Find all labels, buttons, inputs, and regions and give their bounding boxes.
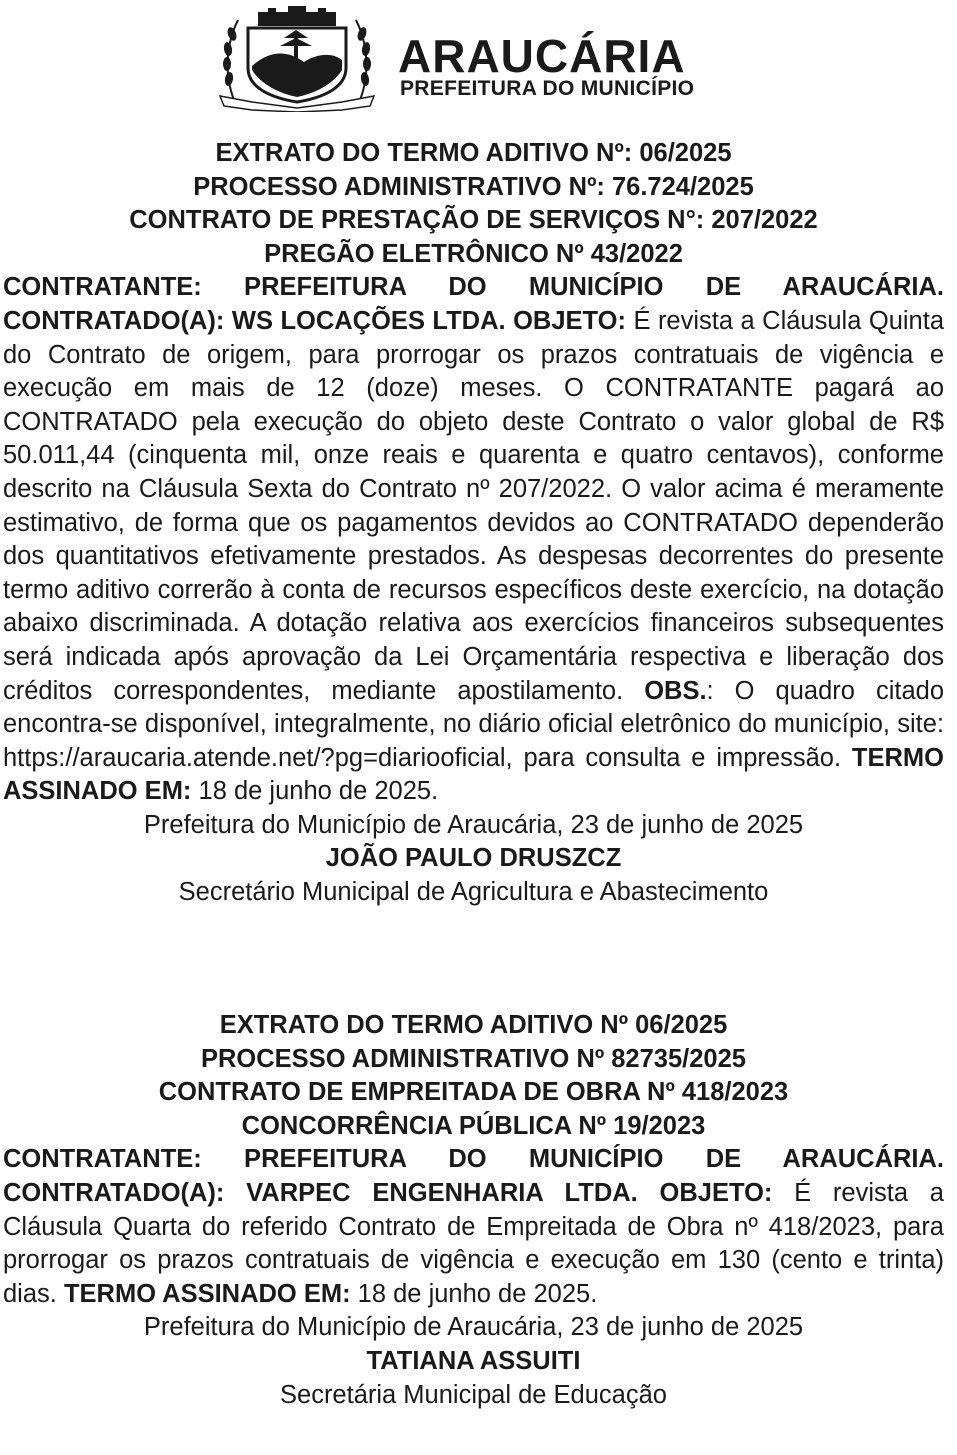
extract-2-body	[3, 1143, 944, 1177]
extract-2-title: EXTRATO DO TERMO ADITIVO Nº 06/2025	[219, 1011, 728, 1039]
extract-1-body	[3, 271, 944, 305]
extract-2-signer-name: TATIANA ASSUITI	[366, 1346, 581, 1375]
extract-1-process: PROCESSO ADMINISTRATIVO Nº: 76.724/2025	[193, 172, 754, 201]
extract-2-bid: CONCORRÊNCIA PÚBLICA Nº 19/2023	[241, 1111, 706, 1140]
extract-1-objeto-label: OBJETO:	[513, 306, 626, 335]
extract-1-contratante: CONTRATANTE: PREFEITURA DO MUNICÍPIO DE ARAUCÁRIA.	[3, 273, 944, 302]
extract-2-contract: CONTRATO DE EMPREITADA DE OBRA Nº 418/2023	[158, 1078, 789, 1107]
extract-2-contratado: CONTRATADO(A): VARPEC ENGENHARIA LTDA.	[3, 1178, 638, 1207]
extract-1-objeto-text: É revista a Cláusula Quinta do Contrato de origem, para prorrogar os prazos contratuais de vigência e execução em mais de 12 (doze) meses. O CONTRATANTE pagará ao CONTRATADO pela execução do objeto deste Contrato o valor global de R$ 50.011,44 (cinquenta mil, onze reais e quarenta e quatro centavos), conforme descrito na Cláusula Sexta do Contrato nº 207/2022. O valor acima é meramente estimativo, de forma que os pagamentos devidos ao CONTRATADO dependerão dos quantitativos efetivamente prestados. As despesas decorrentes do presente termo aditivo correrão à conta de recursos específicos deste exercício, na dotação abaixo discriminada. A dotação relativa aos exercícios financeiros subsequentes será indicada após aprovação da Lei Orçamentária respectiva e liberação dos créditos correspondentes, mediante apostilamento.	[3, 306, 945, 705]
extract-2	[3, 1009, 944, 1412]
extract-1-signed-date: 18 de junho de 2025.	[191, 777, 439, 806]
brand-subtitle: PREFEITURA DO MUNICÍPIO	[400, 77, 695, 100]
extract-1-contract: CONTRATO DE PRESTAÇÃO DE SERVIÇOS N°: 207/2022	[129, 206, 818, 235]
extract-1-contratado: CONTRATADO(A): WS LOCAÇÕES LTDA.	[3, 306, 506, 335]
extract-1-signer-name: JOÃO PAULO DRUSZCZ	[325, 844, 622, 873]
extract-2-body-main	[3, 1177, 944, 1311]
extract-2-signer-role: Secretária Municipal de Educação	[280, 1380, 667, 1409]
extract-1-obs-label: OBS.	[644, 676, 707, 705]
extract-1-title: EXTRATO DO TERMO ADITIVO Nº: 06/2025	[215, 139, 732, 167]
extract-2-signed-date: 18 de junho de 2025.	[350, 1279, 598, 1308]
extract-1-signer-role: Secretário Municipal de Agricultura e Abastecimento	[178, 878, 769, 907]
extract-1-place-date: Prefeitura do Município de Araucária, 23 de junho de 2025	[143, 810, 804, 839]
extract-1-obs-text: : O quadro citado encontra-se disponível, integralmente, no diário oficial eletrônico do município, site: https://araucaria.atende.net/?pg=diariooficial, para consulta e impressão.	[3, 676, 944, 772]
extract-1-body-main	[3, 305, 944, 809]
extract-1-bid: PREGÃO ELETRÔNICO Nº 43/2022	[264, 239, 683, 268]
extract-2-objeto-label: OBJETO:	[659, 1178, 773, 1207]
extract-1	[3, 137, 944, 910]
extract-2-objeto-text: É revista a Cláusula Quarta do referido Contrato de Empreitada de Obra nº 418/2023, para prorrogar os prazos contratuais de vigência e execução em 130 (cento e trinta) dias.	[3, 1178, 944, 1308]
page-header	[0, 0, 957, 118]
brand-name: ARAUCÁRIA	[398, 30, 686, 82]
extract-2-signed-label: TERMO ASSINADO EM:	[63, 1279, 351, 1308]
extract-2-process: PROCESSO ADMINISTRATIVO Nº 82735/2025	[201, 1044, 746, 1073]
brand-logo	[398, 30, 695, 100]
extract-2-place-date: Prefeitura do Município de Araucária, 23 de junho de 2025	[143, 1313, 804, 1342]
extract-1-signed-label: TERMO ASSINADO EM:	[3, 743, 944, 806]
municipal-crest-icon	[212, 4, 382, 112]
extract-2-contratante: CONTRATANTE: PREFEITURA DO MUNICÍPIO DE ARAUCÁRIA.	[3, 1145, 944, 1174]
